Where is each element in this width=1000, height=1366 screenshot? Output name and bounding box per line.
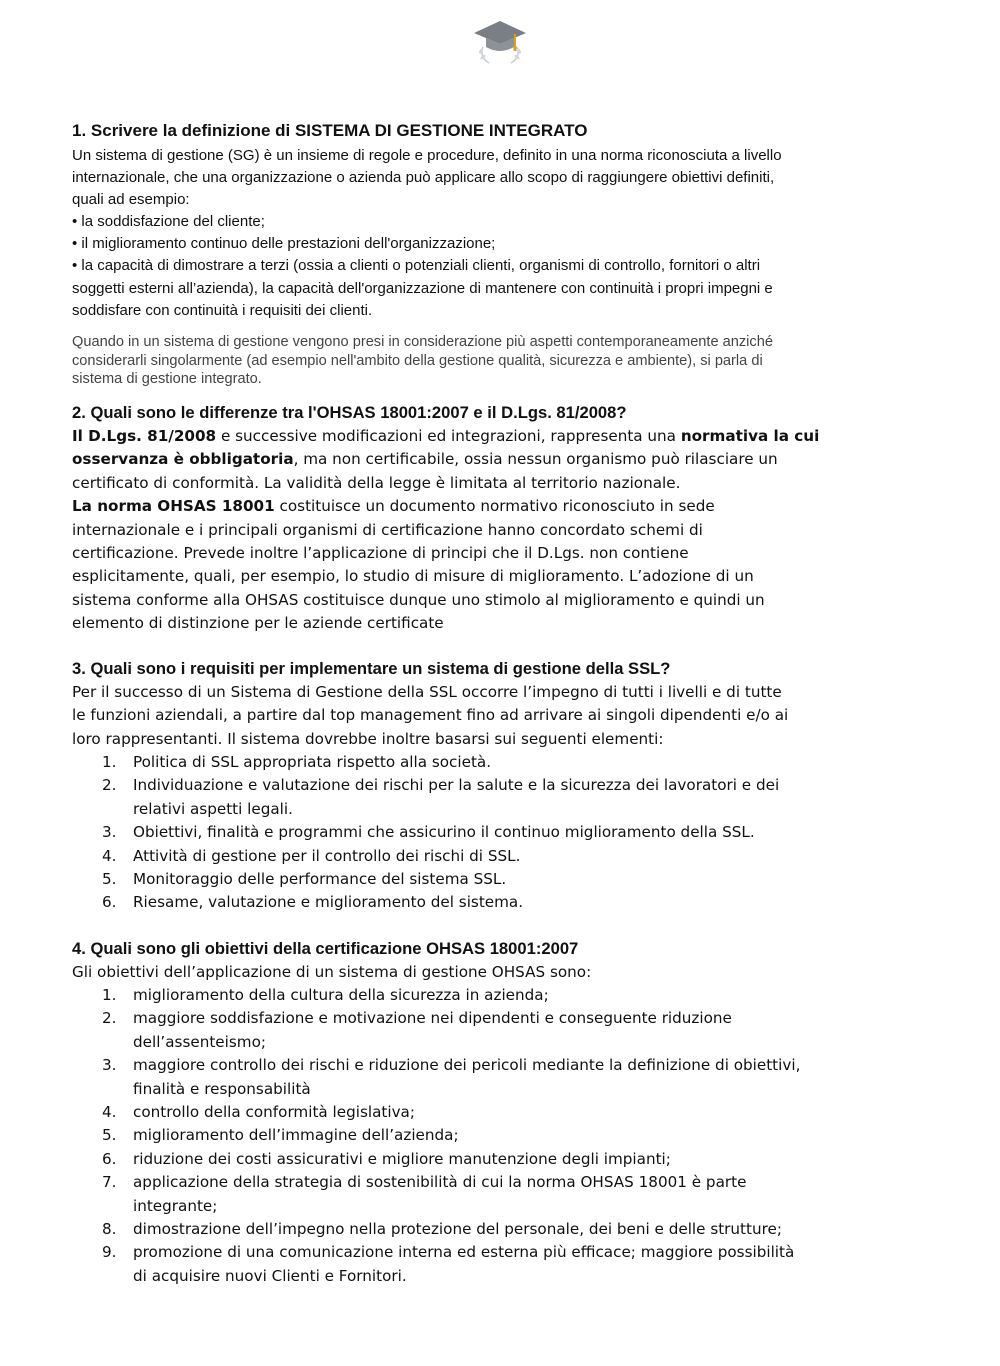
section-3-title: 3. Quali sono i requisiti per implementare un sistema di gestione della SSL? [72, 659, 671, 678]
list-item-number: 3. [102, 823, 117, 842]
list-item-text: controllo della conformità legislativa; [133, 1103, 415, 1122]
text-span: costituisce un documento normativo riconosciuto in sede [274, 497, 715, 516]
bullet-line: • la soddisfazione del cliente; [72, 213, 265, 231]
text-line: soddisfare con continuità i requisiti dei clienti. [72, 301, 373, 319]
section-1-body [72, 145, 932, 322]
list-item-text: maggiore soddisfazione e motivazione nei dipendenti e conseguente riduzione [133, 1009, 732, 1028]
list-item [72, 751, 932, 774]
section-4-list [72, 984, 932, 1288]
list-item [72, 1171, 932, 1194]
section-1-note [72, 333, 932, 389]
text-line: esplicitamente, quali, per esempio, lo studio di misure di miglioramento. L’adozione di un [72, 567, 754, 586]
list-item-text: relativi aspetti legali. [133, 799, 293, 818]
list-item [72, 1031, 932, 1054]
list-item-text: Politica di SSL appropriata rispetto alla società. [133, 753, 492, 771]
list-item-text: applicazione della strategia di sostenibilità di cui la norma OHSAS 18001 è parte [133, 1173, 747, 1192]
list-item [72, 845, 932, 868]
note-line: considerarli singolarmente (ad esempio nell'ambito della gestione qualità, sicurezza e ambiente), si parla di [72, 352, 763, 369]
list-item [72, 821, 932, 844]
text-line: quali ad esempio: [72, 191, 190, 209]
list-item-number: 3. [102, 1056, 117, 1075]
section-2-body [72, 425, 819, 636]
list-item-number: 2. [102, 776, 117, 795]
list-item-number: 7. [102, 1173, 117, 1192]
list-item-text: Obiettivi, finalità e programmi che assicurino il continuo miglioramento della SSL. [133, 823, 755, 842]
list-item [72, 984, 932, 1007]
text-line: Per il successo di un Sistema di Gestione della SSL occorre l’impegno di tutti i livelli e di tutte [72, 683, 782, 701]
list-item [72, 1124, 932, 1147]
list-item-text: miglioramento dell’immagine dell’azienda; [133, 1126, 459, 1145]
graduation-cap-laurel-icon [471, 17, 529, 65]
list-item-number: 5. [102, 870, 117, 889]
list-item-text: miglioramento della cultura della sicurezza in azienda; [133, 986, 549, 1004]
list-item-number: 1. [102, 986, 117, 1004]
list-item [72, 1007, 932, 1030]
text-line: certificato di conformità. La validità della legge è limitata al territorio nazionale. [72, 473, 681, 492]
list-item [72, 798, 932, 821]
text-line: le funzioni aziendali, a partire dal top management fino ad arrivare ai singoli dipendenti e/o ai [72, 706, 789, 725]
list-item-text: Monitoraggio delle performance del sistema SSL. [133, 870, 507, 889]
list-item-text: promozione di una comunicazione interna ed esterna più efficace; maggiore possibilità [133, 1243, 795, 1262]
list-item-number: 9. [102, 1243, 117, 1262]
text-line: certificazione. Prevede inoltre l’applicazione di principi che il D.Lgs. non contiene [72, 544, 689, 563]
text-line [72, 425, 819, 448]
list-item-number: 6. [102, 1149, 117, 1168]
list-item-text: di acquisire nuovi Clienti e Fornitori. [133, 1266, 407, 1285]
section-3-list [72, 751, 932, 915]
section-1-title: 1. Scrivere la definizione di SISTEMA DI GESTIONE INTEGRATO [72, 121, 588, 140]
text-line: internazionale, che una organizzazione o azienda può applicare allo scopo di raggiungere obiettivi definiti, [72, 169, 775, 187]
text-line: Un sistema di gestione (SG) è un insieme di regole e procedure, definito in una norma riconosciuta a livello [72, 147, 782, 164]
list-item [72, 891, 932, 914]
list-item-number: 4. [102, 1103, 117, 1122]
list-item-number: 5. [102, 1126, 117, 1145]
bullet-line: • il miglioramento continuo delle prestazioni dell'organizzazione; [72, 235, 496, 253]
section-3-intro [72, 681, 788, 751]
list-item [72, 1078, 932, 1101]
list-item [72, 1218, 932, 1241]
list-item [72, 1148, 932, 1171]
list-item [72, 1054, 932, 1077]
text-line [72, 448, 819, 471]
list-item [72, 1265, 932, 1288]
text-line [72, 495, 819, 518]
list-item-text: integrante; [133, 1196, 218, 1215]
text-span: , ma non certificabile, ossia nessun organismo può rilasciare un [293, 450, 778, 469]
section-4-intro: Gli obiettivi dell’applicazione di un sistema di gestione OHSAS sono: [72, 963, 592, 981]
list-item [72, 1101, 932, 1124]
list-item [72, 868, 932, 891]
bold-term: La norma OHSAS 18001 [72, 497, 275, 516]
list-item-number: 4. [102, 846, 117, 865]
text-line: loro rappresentanti. Il sistema dovrebbe inoltre basarsi sui seguenti elementi: [72, 729, 664, 748]
bold-term: osservanza è obbligatoria [72, 450, 294, 469]
list-item-text: maggiore controllo dei rischi e riduzione dei pericoli mediante la definizione di obiettivi, [133, 1056, 801, 1075]
list-item [72, 774, 932, 797]
bullet-line: • la capacità di dimostrare a terzi (ossia a clienti o potenziali clienti, organismi di controllo, fornitori o altri [72, 257, 761, 275]
text-line: sistema conforme alla OHSAS costituisce dunque uno stimolo al miglioramento e quindi un [72, 590, 765, 609]
list-item [72, 1241, 932, 1264]
bold-term: Il D.Lgs. 81/2008 [72, 427, 217, 445]
list-item-number: 6. [102, 893, 117, 912]
list-item-number: 1. [102, 753, 117, 771]
bold-term: normativa la cui [680, 427, 820, 445]
section-4-title: 4. Quali sono gli obiettivi della certificazione OHSAS 18001:2007 [72, 939, 579, 958]
text-line: elemento di distinzione per le aziende certificate [72, 614, 444, 633]
list-item-text: riduzione dei costi assicurativi e migliore manutenzione degli impianti; [133, 1149, 671, 1168]
note-line: Quando in un sistema di gestione vengono presi in considerazione più aspetti contemporaneamente anziché [72, 334, 773, 350]
text-line: internazionale e i principali organismi di certificazione hanno concordato schemi di [72, 520, 703, 539]
text-span: e successive modificazioni ed integrazioni, rappresenta una [216, 427, 681, 445]
list-item-text: Individuazione e valutazione dei rischi per la salute e la sicurezza dei lavoratori e dei [133, 776, 780, 795]
list-item-text: dell’assenteismo; [133, 1032, 266, 1051]
list-item-text: finalità e responsabilità [133, 1079, 311, 1098]
list-item [72, 1195, 932, 1218]
text-line: soggetti esterni all’azienda), la capacità dell'organizzazione di mantenere con continuità i propri impegni e [72, 279, 773, 297]
list-item-number: 8. [102, 1220, 117, 1239]
note-line: sistema di gestione integrato. [72, 371, 262, 388]
list-item-text: Attività di gestione per il controllo dei rischi di SSL. [133, 846, 521, 865]
list-item-number: 2. [102, 1009, 117, 1028]
list-item-text: dimostrazione dell’impegno nella protezione del personale, dei beni e delle strutture; [133, 1220, 782, 1239]
section-2-title: 2. Quali sono le differenze tra l'OHSAS 18001:2007 e il D.Lgs. 81/2008? [72, 403, 627, 422]
list-item-text: Riesame, valutazione e miglioramento del sistema. [133, 893, 524, 912]
